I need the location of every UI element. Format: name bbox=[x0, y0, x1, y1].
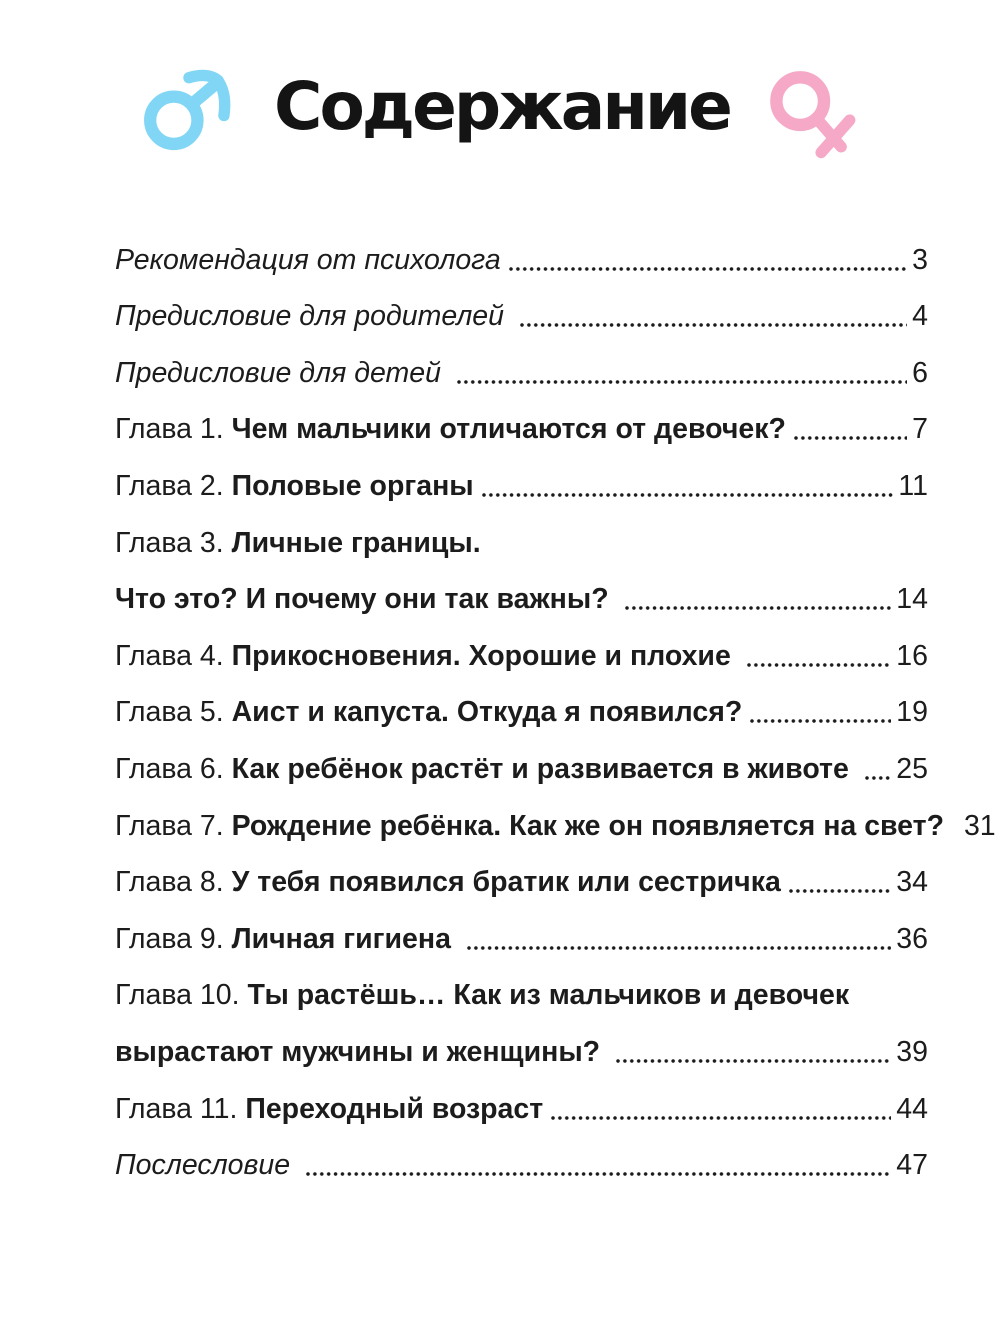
toc-entry[interactable] bbox=[115, 446, 928, 503]
toc-entry-title: У тебя появился братик или сестричка bbox=[231, 866, 781, 899]
toc-entry-page-number: 31 bbox=[963, 809, 996, 842]
toc-entry-page-number: 47 bbox=[896, 1149, 928, 1182]
toc-entry-title: Половые органы bbox=[231, 470, 474, 503]
toc-entry-page-number: 36 bbox=[896, 922, 928, 955]
toc-entry[interactable] bbox=[115, 956, 928, 1013]
toc-entry-prefix: Глава 2. bbox=[115, 470, 232, 503]
dotted-leader bbox=[466, 941, 891, 953]
dotted-leader bbox=[508, 262, 907, 274]
toc-entry-title: Рождение ребёнка. Как же он появляется на свет? bbox=[231, 809, 952, 842]
toc-entry-title: вырастают мужчины и женщины? bbox=[115, 1036, 609, 1068]
toc-entry-title: Личная гигиена bbox=[231, 922, 459, 955]
toc-entry-prefix: Глава 4. bbox=[115, 639, 232, 672]
toc-entry-title: Что это? И почему они так важны? bbox=[115, 583, 617, 616]
toc-entry-page-number: 39 bbox=[896, 1036, 928, 1068]
dotted-leader bbox=[788, 884, 891, 896]
toc-entry[interactable] bbox=[115, 503, 928, 560]
toc-entry-page-number: 19 bbox=[896, 696, 928, 729]
toc-entry-title: Переходный возраст bbox=[245, 1092, 544, 1125]
toc-entry[interactable] bbox=[115, 616, 928, 673]
toc-entry-prefix: Глава 3. bbox=[115, 526, 232, 559]
toc-entry-title: Чем мальчики отличаются от девочек? bbox=[231, 413, 786, 446]
dotted-leader bbox=[793, 431, 907, 443]
toc-entry-title: Как ребёнок растёт и развивается в животе bbox=[231, 753, 857, 786]
dotted-leader bbox=[746, 658, 892, 670]
dotted-leader bbox=[305, 1167, 891, 1179]
dotted-leader bbox=[864, 771, 892, 783]
toc-entry-title: Личные границы. bbox=[231, 526, 481, 559]
toc-list bbox=[0, 170, 1000, 1182]
toc-entry[interactable] bbox=[115, 1012, 928, 1069]
toc-entry[interactable] bbox=[115, 560, 928, 617]
toc-entry-page-number: 4 bbox=[912, 300, 928, 333]
toc-entry-prefix: Глава 6. bbox=[115, 753, 232, 786]
toc-entry-prefix: Глава 1. bbox=[115, 413, 232, 446]
toc-entry-prefix: Глава 9. bbox=[115, 922, 232, 955]
toc-entry-page-number: 25 bbox=[896, 753, 928, 786]
dotted-leader bbox=[615, 1054, 891, 1066]
toc-entry-page-number: 16 bbox=[896, 639, 928, 672]
dotted-leader bbox=[481, 488, 894, 500]
dotted-leader bbox=[519, 318, 907, 330]
toc-entry-page-number: 7 bbox=[912, 413, 928, 446]
toc-entry-title: Ты растёшь… Как из мальчиков и девочек bbox=[247, 979, 850, 1012]
toc-entry-title: Рекомендация от психолога bbox=[115, 243, 501, 276]
toc-entry[interactable] bbox=[115, 1069, 928, 1126]
toc-entry-page-number: 3 bbox=[912, 243, 928, 276]
toc-entry-page-number: 44 bbox=[896, 1092, 928, 1125]
toc-entry-prefix: Глава 7. bbox=[115, 809, 232, 842]
toc-entry-title: Послесловие bbox=[115, 1149, 299, 1182]
dotted-leader bbox=[749, 714, 891, 726]
toc-entry[interactable] bbox=[115, 1126, 928, 1183]
toc-entry[interactable] bbox=[115, 729, 928, 786]
dotted-leader bbox=[456, 375, 907, 387]
toc-entry-prefix: Глава 5. bbox=[115, 696, 232, 729]
toc-entry[interactable] bbox=[115, 673, 928, 730]
toc-entry[interactable] bbox=[115, 843, 928, 900]
page-title: Содержание bbox=[274, 67, 730, 145]
toc-entry-page-number: 14 bbox=[896, 583, 928, 616]
toc-entry[interactable] bbox=[115, 277, 928, 334]
toc-entry[interactable] bbox=[115, 333, 928, 390]
toc-entry-title: Аист и капуста. Откуда я появился? bbox=[231, 696, 743, 729]
toc-entry-title: Прикосновения. Хорошие и плохие bbox=[231, 639, 739, 672]
toc-entry-prefix: Глава 10. bbox=[115, 979, 248, 1012]
toc-entry-page-number: 11 bbox=[898, 470, 928, 503]
toc-entry-title: Предисловие для детей bbox=[115, 356, 449, 389]
toc-entry-page-number: 6 bbox=[912, 356, 928, 389]
female-symbol-icon bbox=[764, 67, 864, 164]
toc-entry[interactable] bbox=[115, 390, 928, 447]
toc-entry[interactable] bbox=[115, 899, 928, 956]
toc-entry-page-number: 34 bbox=[896, 866, 928, 899]
toc-entry-title: Предисловие для родителей bbox=[115, 300, 512, 333]
male-symbol-icon bbox=[136, 60, 240, 161]
toc-entry[interactable] bbox=[115, 220, 928, 277]
page-header bbox=[0, 0, 1000, 170]
toc-entry[interactable] bbox=[115, 786, 996, 843]
toc-entry-prefix: Глава 8. bbox=[115, 866, 232, 899]
toc-entry-prefix: Глава 11. bbox=[115, 1092, 246, 1125]
dotted-leader bbox=[624, 601, 892, 613]
dotted-leader bbox=[550, 1111, 891, 1123]
